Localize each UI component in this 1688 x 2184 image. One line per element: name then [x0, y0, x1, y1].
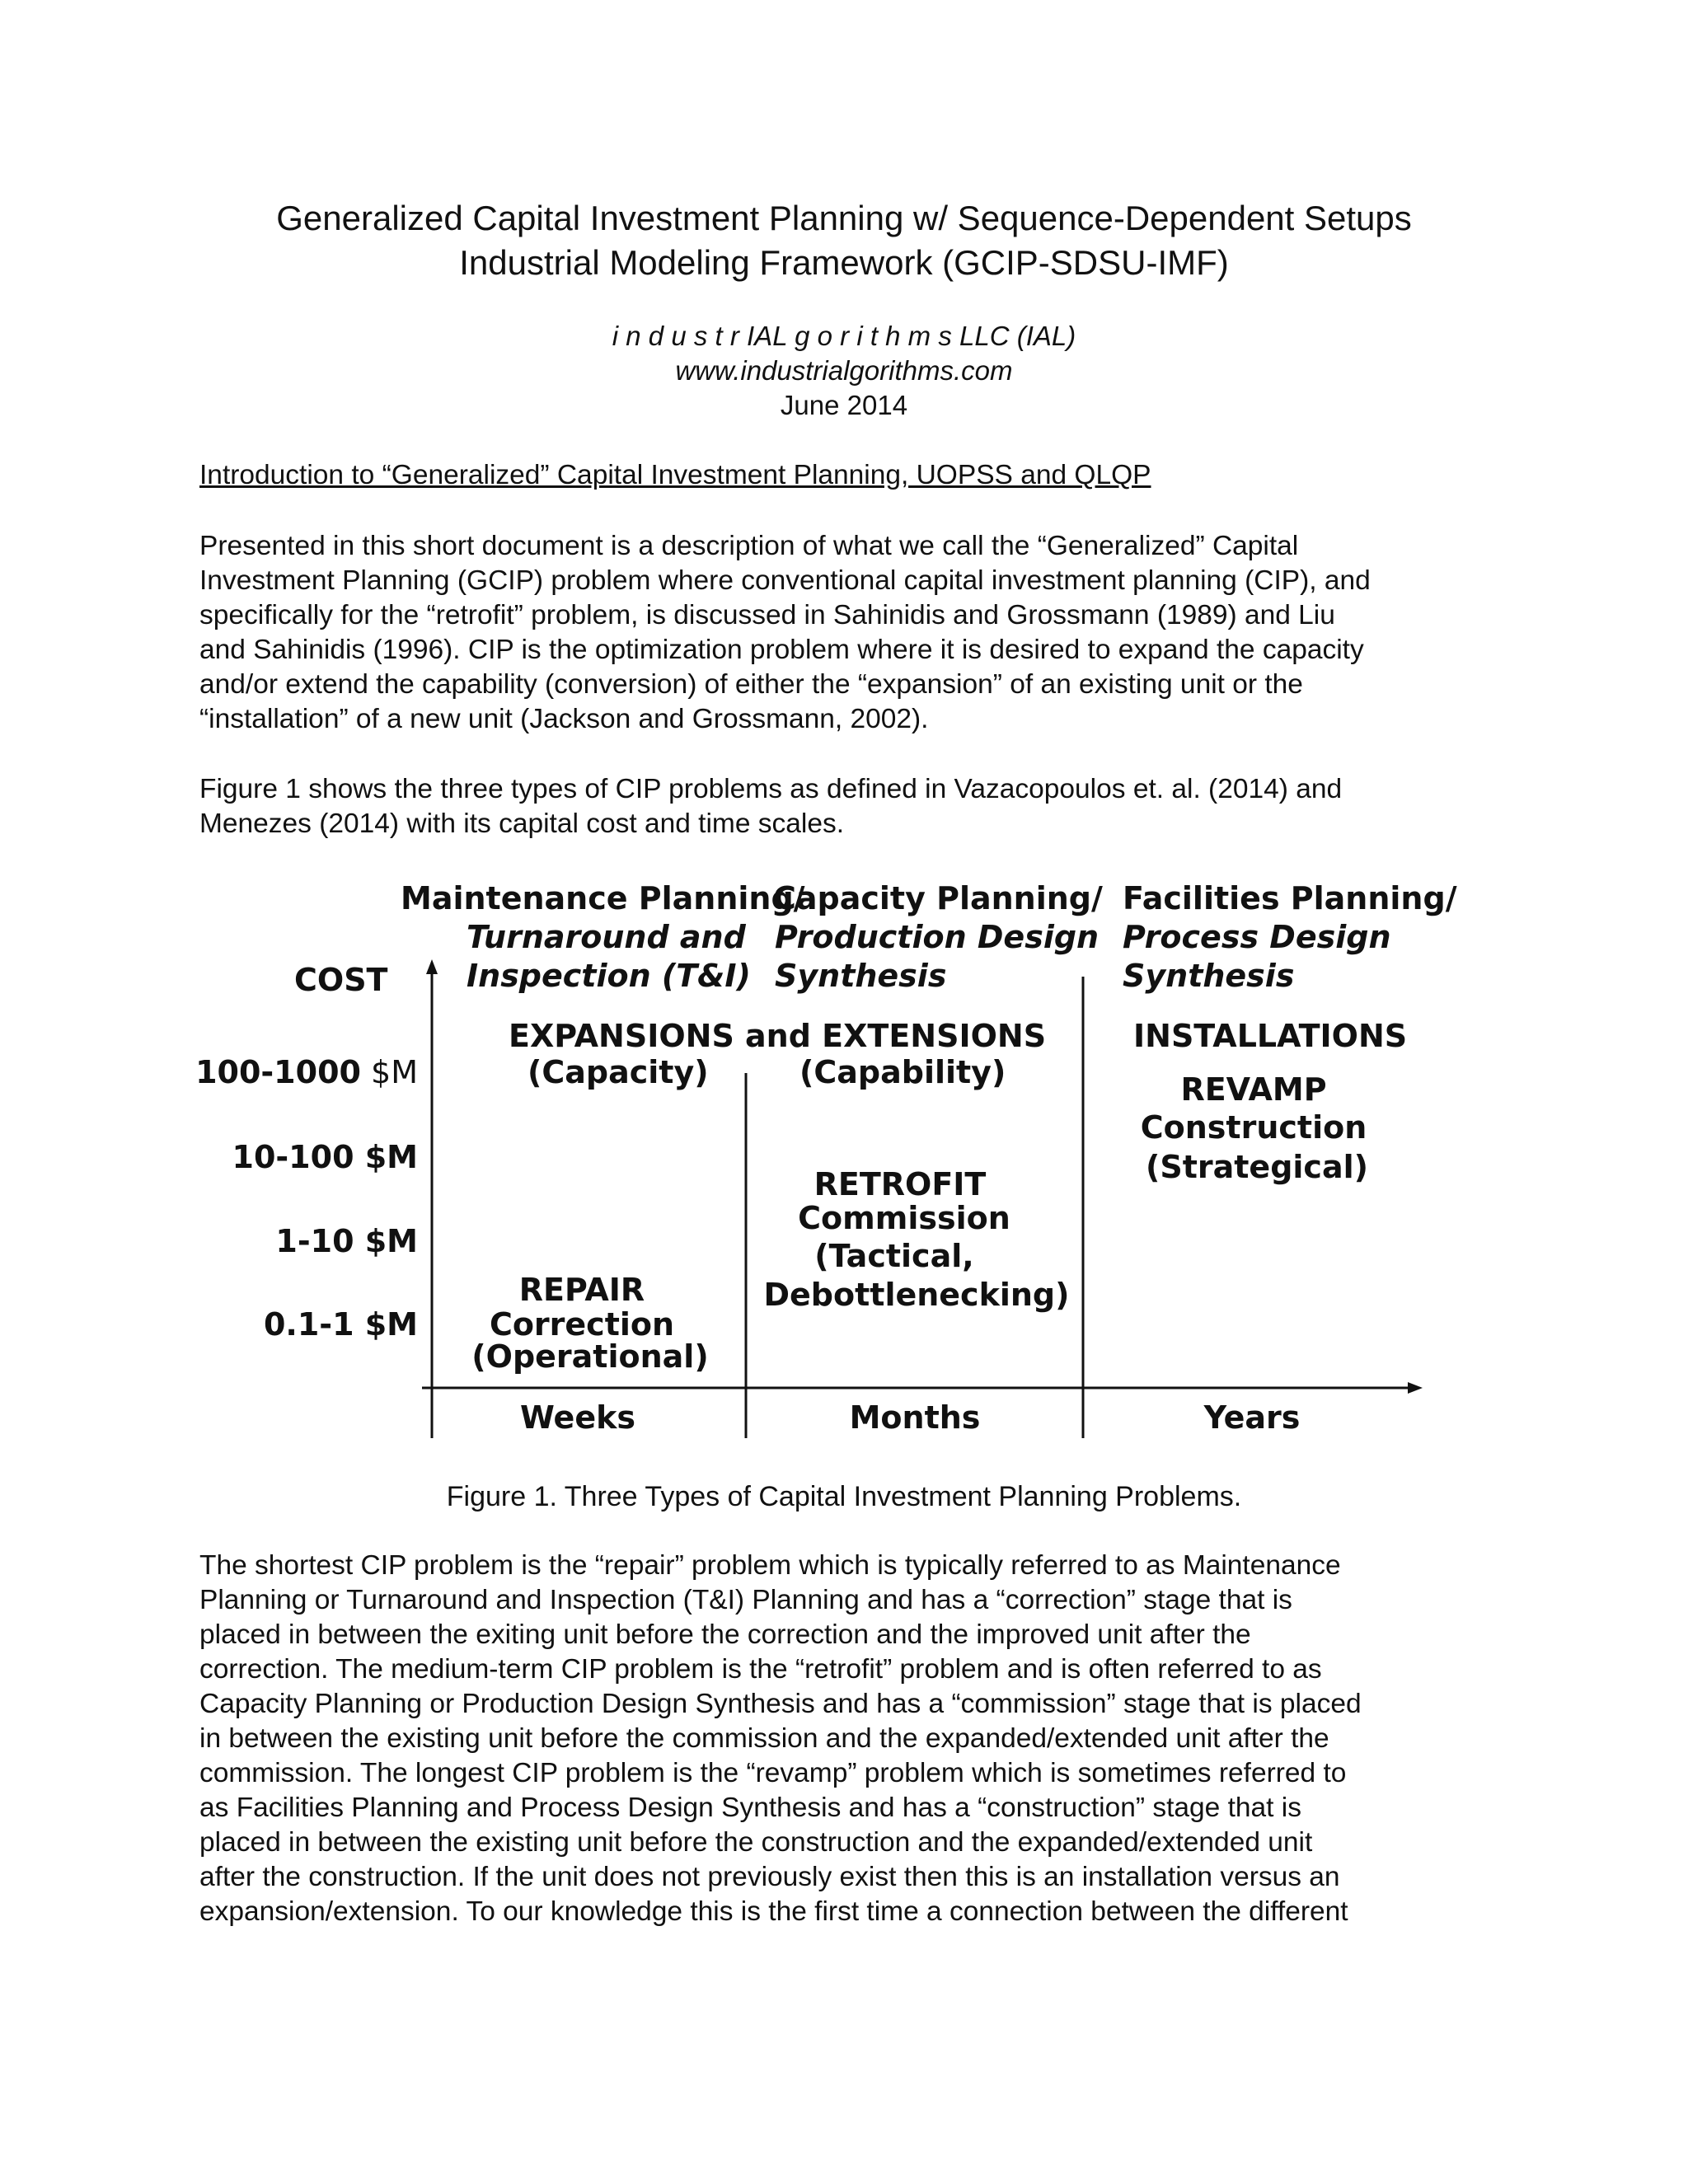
time-label-years: Years [1203, 1399, 1301, 1436]
repair-label: REPAIR [518, 1272, 645, 1308]
retrofit-label: RETROFIT [814, 1166, 987, 1202]
revamp-construction-label: Construction [1140, 1109, 1367, 1146]
paragraph-line: commission. The longest CIP problem is the “revamp” problem which is sometimes referred to [199, 1758, 1347, 1788]
header-maintenance-line-1: Maintenance Planning/ [401, 880, 805, 916]
y-axis-title: COST [294, 962, 388, 998]
paragraph-line: placed in between the existing unit before the construction and the expanded/extended unit [199, 1827, 1313, 1858]
header-capacity-line-2: Production Design [775, 919, 1100, 955]
header-facilities-line-1: Facilities Planning/ [1123, 880, 1457, 916]
section-heading: Introduction to “Generalized” Capital Investment Planning, UOPSS and QLQP [199, 460, 1151, 490]
capacity-label: (Capacity) [528, 1054, 709, 1090]
paragraph-line: and/or extend the capability (conversion) of either the “expansion” of an existing unit or the [199, 669, 1303, 700]
document-date: June 2014 [780, 390, 908, 420]
paragraph-line: Menezes (2014) with its capital cost and time scales. [199, 808, 845, 839]
paragraph-line: expansion/extension. To our knowledge this is the first time a connection between the different [199, 1896, 1348, 1927]
header-capacity-line-1: Capacity Planning/ [773, 880, 1103, 916]
cost-level-label: 10-100 $M [232, 1139, 418, 1175]
paragraph-line: in between the existing unit before the commission and the expanded/extended unit after the [199, 1723, 1329, 1754]
revamp-strategical-label: (Strategical) [1145, 1149, 1369, 1185]
paragraph-line: Figure 1 shows the three types of CIP problems as defined in Vazacopoulos et. al. (2014) and [199, 774, 1343, 804]
company-website: www.industrialgorithms.com [675, 355, 1013, 386]
paragraph-line: correction. The medium-term CIP problem is the “retrofit” problem and is often referred to as [199, 1654, 1322, 1685]
repair-correction-label: Correction [489, 1306, 675, 1343]
time-label-weeks: Weeks [520, 1399, 635, 1436]
cost-level-label: 1-10 $M [275, 1223, 418, 1259]
document-title-line-2: Industrial Modeling Framework (GCIP-SDSU-IMF) [459, 243, 1229, 282]
expansions-extensions-label: EXPANSIONS and EXTENSIONS [509, 1018, 1047, 1054]
paragraph-line: Presented in this short document is a description of what we call the “Generalized” Capital [199, 531, 1299, 561]
retrofit-commission-label: Commission [798, 1200, 1010, 1236]
header-capacity-line-3: Synthesis [775, 958, 947, 994]
retrofit-tactical-label: (Tactical, [814, 1238, 974, 1274]
x-axis-arrowhead [1408, 1382, 1423, 1394]
installations-label: INSTALLATIONS [1133, 1018, 1408, 1054]
paragraph-line: Investment Planning (GCIP) problem where conventional capital investment planning (CIP), and [199, 565, 1371, 596]
paragraph-line: specifically for the “retrofit” problem, is discussed in Sahinidis and Grossmann (1989) and Liu [199, 600, 1335, 630]
paragraph-line: “installation” of a new unit (Jackson and Grossmann, 2002). [199, 704, 929, 734]
document-title-line-1: Generalized Capital Investment Planning w/ Sequence-Dependent Setups [276, 199, 1412, 237]
cost-level-label: 0.1-1 $M [263, 1306, 418, 1343]
retrofit-debottlenecking-label: Debottlenecking) [763, 1277, 1070, 1313]
paragraph-line: placed in between the exiting unit before the correction and the improved unit after the [199, 1619, 1251, 1650]
header-maintenance-line-2: Turnaround and [467, 919, 746, 955]
cost-level-label: 100-1000 $M [195, 1054, 418, 1090]
repair-operational-label: (Operational) [471, 1338, 709, 1375]
paragraph-line: after the construction. If the unit does not previously exist then this is an installation versus an [199, 1862, 1340, 1892]
paragraph-line: and Sahinidis (1996). CIP is the optimization problem where it is desired to expand the capacity [199, 635, 1364, 665]
figure-caption: Figure 1. Three Types of Capital Investment Planning Problems. [446, 1481, 1242, 1512]
revamp-label: REVAMP [1180, 1071, 1327, 1108]
paragraph-line: Planning or Turnaround and Inspection (T&I) Planning and has a “correction” stage that is [199, 1585, 1292, 1615]
header-facilities-line-2: Process Design [1123, 919, 1391, 955]
company-name: i n d u s t r IAL g o r i t h m s LLC (IAL) [612, 321, 1076, 351]
y-axis-arrowhead [426, 959, 438, 974]
time-label-months: Months [849, 1399, 981, 1436]
paragraph-line: as Facilities Planning and Process Design Synthesis and has a “construction” stage that is [199, 1793, 1301, 1823]
header-facilities-line-3: Synthesis [1123, 958, 1295, 994]
paragraph-line: Capacity Planning or Production Design Synthesis and has a “commission” stage that is placed [199, 1689, 1362, 1719]
capability-label: (Capability) [799, 1054, 1006, 1090]
header-maintenance-line-3: Inspection (T&I) [467, 958, 751, 994]
paragraph-line: The shortest CIP problem is the “repair” problem which is typically referred to as Maintenance [199, 1550, 1341, 1581]
